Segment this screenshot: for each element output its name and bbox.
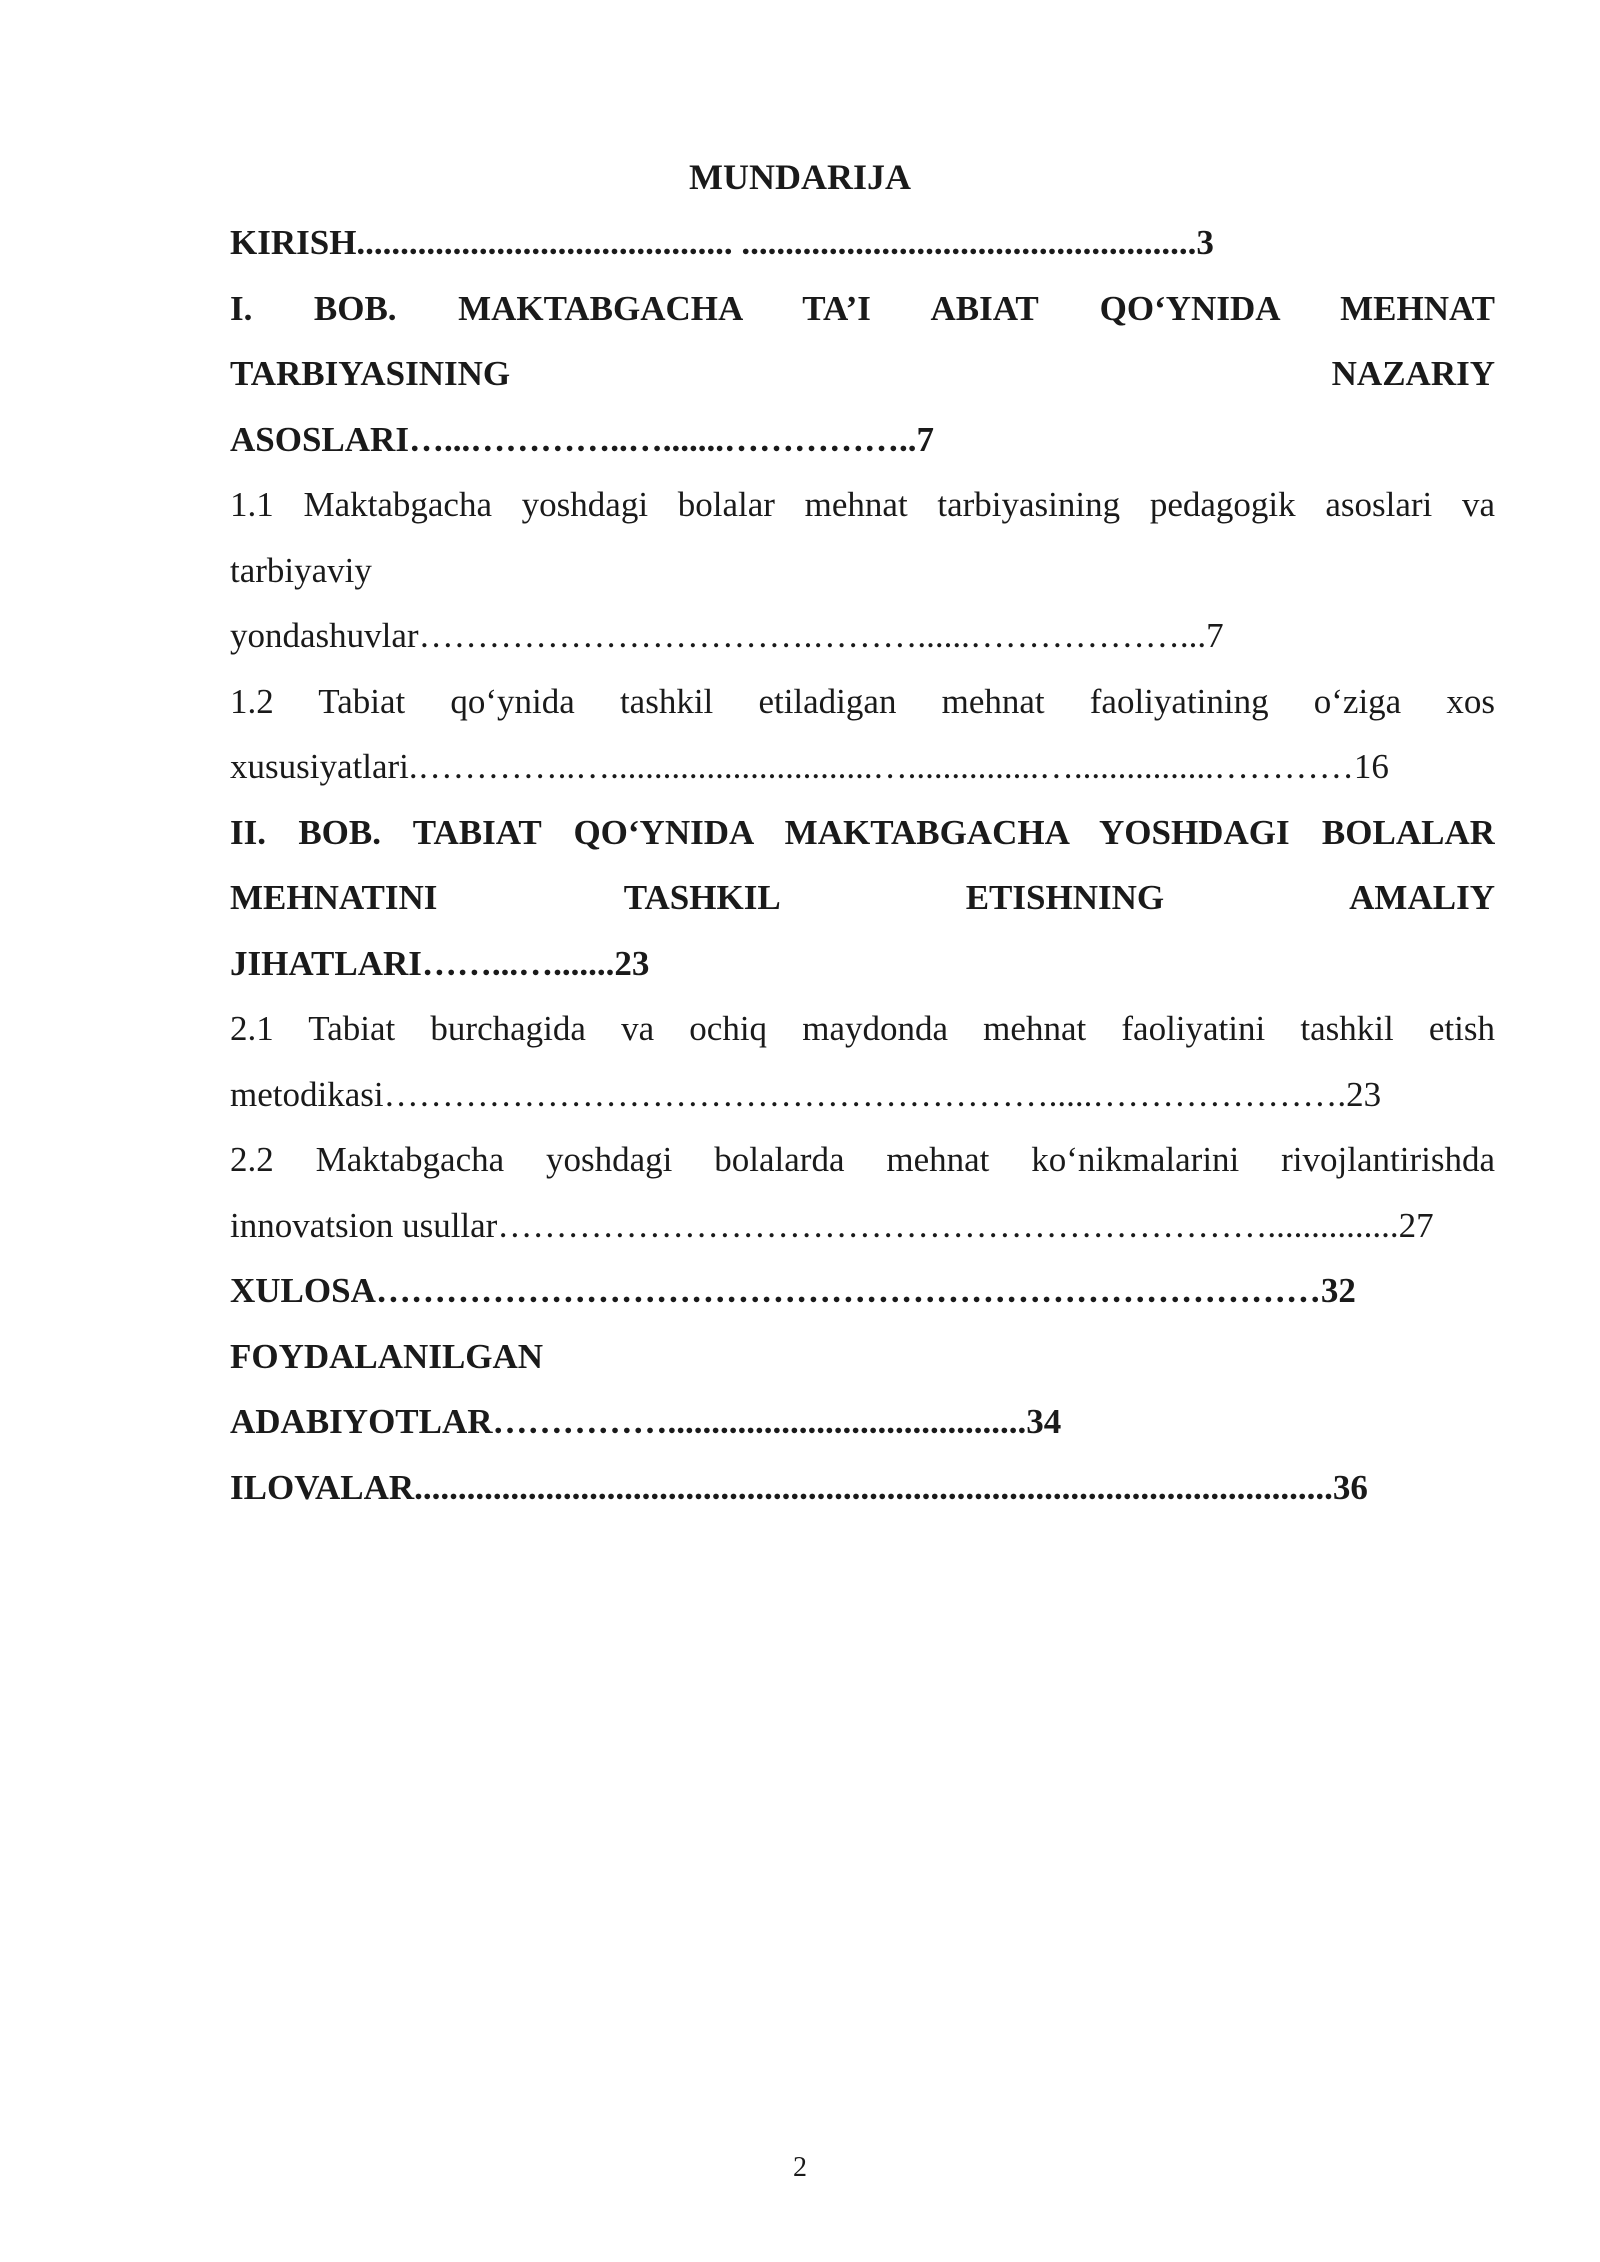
toc-entry-2-2: 2.2 Maktabgacha yoshdagi bolalarda mehnat ko‘nikmalarini rivojlantirishda [230,1140,1495,1179]
page-number: 2 [793,2152,807,2183]
toc-entry-chapter-1-page: ASOSLARI…...…………..….......……………..7 [230,419,934,459]
toc-entry-2-2-page: innovatsion usullar…………………………………………………………...............27 [230,1205,1434,1245]
toc-entry-1-2: 1.2 Tabiat qo‘ynida tashkil etiladigan mehnat faoliyatining o‘ziga xos [230,681,1495,721]
toc-entry-chapter-2-page: JIHATLARI……...….......23 [230,943,650,983]
toc-entry-2-1: 2.1 Tabiat burchagida va ochiq maydonda mehnat faoliyatini tashkil etish [230,1009,1495,1048]
toc-entry-chapter-1-heading-cont: TARBIYASINING NAZARIY [230,354,1495,393]
toc-entry-appendices: ILOVALAR.........................................................................................................36 [230,1467,1368,1507]
toc-entry-1-2-page: xususiyatlari.…………..…..............................…...............…................…………16 [230,747,1389,786]
toc-entry-1-1-cont: tarbiyaviy [230,550,372,590]
toc-entry-references-page: ADABIYOTLAR…………….........................................34 [230,1402,1062,1441]
toc-entry-1-1: 1.1 Maktabgacha yoshdagi bolalar mehnat tarbiyasining pedagogik asoslari va [230,485,1495,524]
table-of-contents [230,210,1495,1520]
toc-entry-chapter-2-heading-cont: MEHNATINI TASHKIL ETISHNING AMALIY [230,878,1495,917]
toc-entry-kirish: KIRISH........................................... ....................................................3 [230,223,1214,262]
toc-entry-1-1-page: yondashuvlar…………………………….………......………………...7 [230,616,1224,655]
toc-entry-references-heading: FOYDALANILGAN [230,1336,544,1376]
toc-entry-xulosa: XULOSA………………………………………………………………………32 [230,1271,1356,1310]
toc-entry-chapter-2-heading: II. BOB. TABIAT QO‘YNIDA MAKTABGACHA YOSHDAGI BOLALAR [230,812,1495,852]
toc-entry-chapter-1-heading: I. BOB. MAKTABGACHA TA’I ABIAT QO‘YNIDA MEHNAT [230,288,1495,328]
toc-entry-2-1-page: metodikasi………………………………………………….....………………….23 [230,1074,1382,1114]
page-title: MUNDARIJA [689,157,911,197]
